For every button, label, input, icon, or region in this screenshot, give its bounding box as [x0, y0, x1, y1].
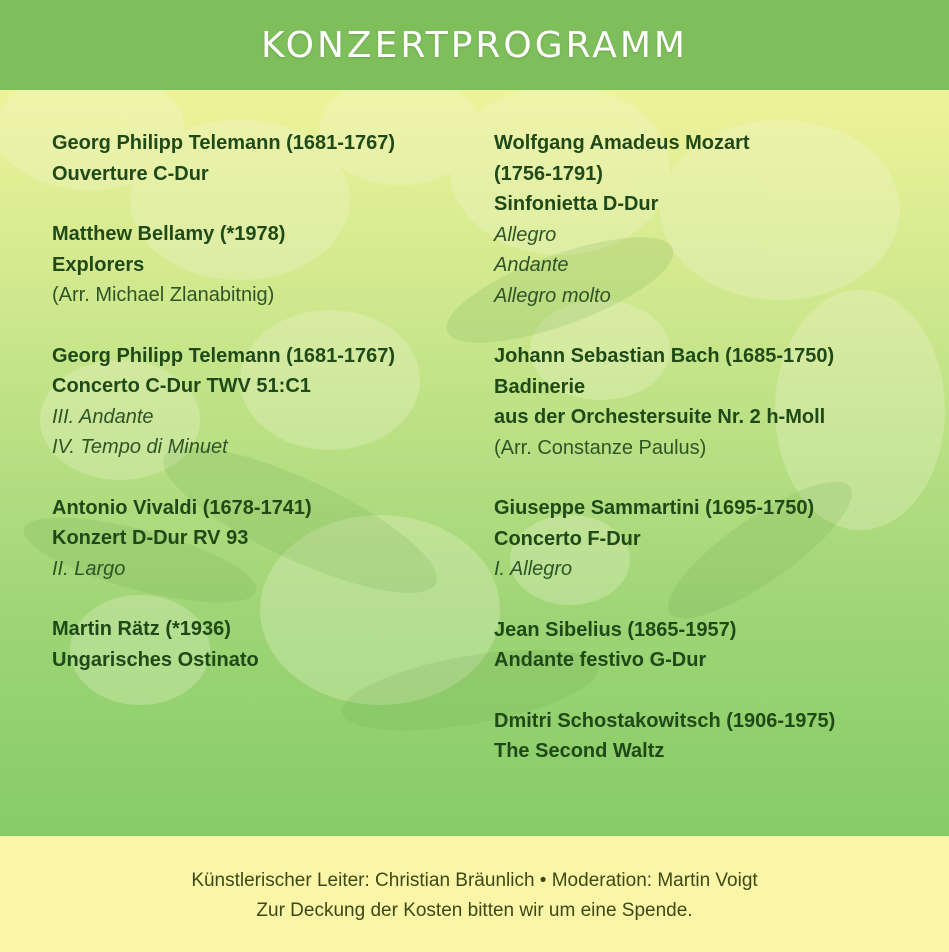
arrangement-note: (Arr. Michael Zlanabitnig)	[52, 284, 275, 306]
work-title: Concerto F-Dur	[494, 527, 641, 550]
program-entry	[494, 706, 934, 767]
footer-credits: Künstlerischer Leiter: Christian Bräunlich • Moderation: Martin Voigt	[191, 870, 758, 891]
program-entry	[494, 615, 934, 676]
footer	[0, 836, 949, 952]
program-column-right	[494, 128, 934, 797]
work-title: Ungarisches Ostinato	[52, 648, 259, 671]
work-title: Concerto C-Dur TWV 51:C1	[52, 375, 311, 397]
work-title: The Second Waltz	[494, 740, 665, 762]
composer-name: Wolfgang Amadeus Mozart	[494, 132, 750, 154]
composer-name: Georg Philipp Telemann (1681-1767)	[52, 344, 396, 367]
program-column-left	[52, 128, 472, 705]
program-entry	[494, 341, 934, 463]
page-title: KONZERTPROGRAMM	[261, 24, 688, 66]
movement: Allegro	[494, 223, 557, 246]
composer-name: Antonio Vivaldi (1678-1741)	[52, 496, 312, 519]
work-title: Konzert D-Dur RV 93	[52, 527, 249, 549]
work-title: Badinerie	[494, 375, 586, 398]
work-title: Explorers	[52, 253, 145, 276]
program-entry	[52, 493, 472, 585]
movement: II. Largo	[52, 557, 126, 580]
composer-name: Matthew Bellamy (*1978)	[52, 223, 286, 245]
composer-name: Jean Sibelius (1865-1957)	[494, 618, 737, 641]
work-title: Sinfonietta D-Dur	[494, 193, 659, 215]
movement: IV. Tempo di Minuet	[52, 436, 228, 458]
movement: I. Allegro	[494, 558, 573, 580]
composer-name: Johann Sebastian Bach (1685-1750)	[494, 345, 835, 367]
header-bar	[0, 0, 949, 90]
program-entry	[494, 128, 934, 311]
program-entry	[52, 128, 472, 189]
work-subtitle: aus der Orchestersuite Nr. 2 h-Moll	[494, 406, 826, 428]
movement: III. Andante	[52, 405, 154, 428]
composer-name: Giuseppe Sammartini (1695-1750)	[494, 497, 815, 519]
composer-name: Martin Rätz (*1936)	[52, 618, 231, 640]
composer-name: Georg Philipp Telemann (1681-1767)	[52, 132, 396, 154]
work-title: Andante festivo G-Dur	[494, 649, 707, 671]
footer-donation-note: Zur Deckung der Kosten bitten wir um eine Spende.	[256, 900, 693, 921]
arrangement-note: (Arr. Constanze Paulus)	[494, 436, 707, 459]
program-panel	[0, 90, 949, 836]
program-entry	[52, 219, 472, 311]
program-entry	[52, 341, 472, 463]
program-entry	[494, 493, 934, 585]
composer-years: (1756-1791)	[494, 162, 603, 185]
work-title: Ouverture C-Dur	[52, 162, 209, 185]
program-entry	[52, 614, 472, 675]
movement: Andante	[494, 254, 569, 276]
composer-name: Dmitri Schostakowitsch (1906-1975)	[494, 709, 836, 732]
movement: Allegro molto	[494, 284, 611, 307]
